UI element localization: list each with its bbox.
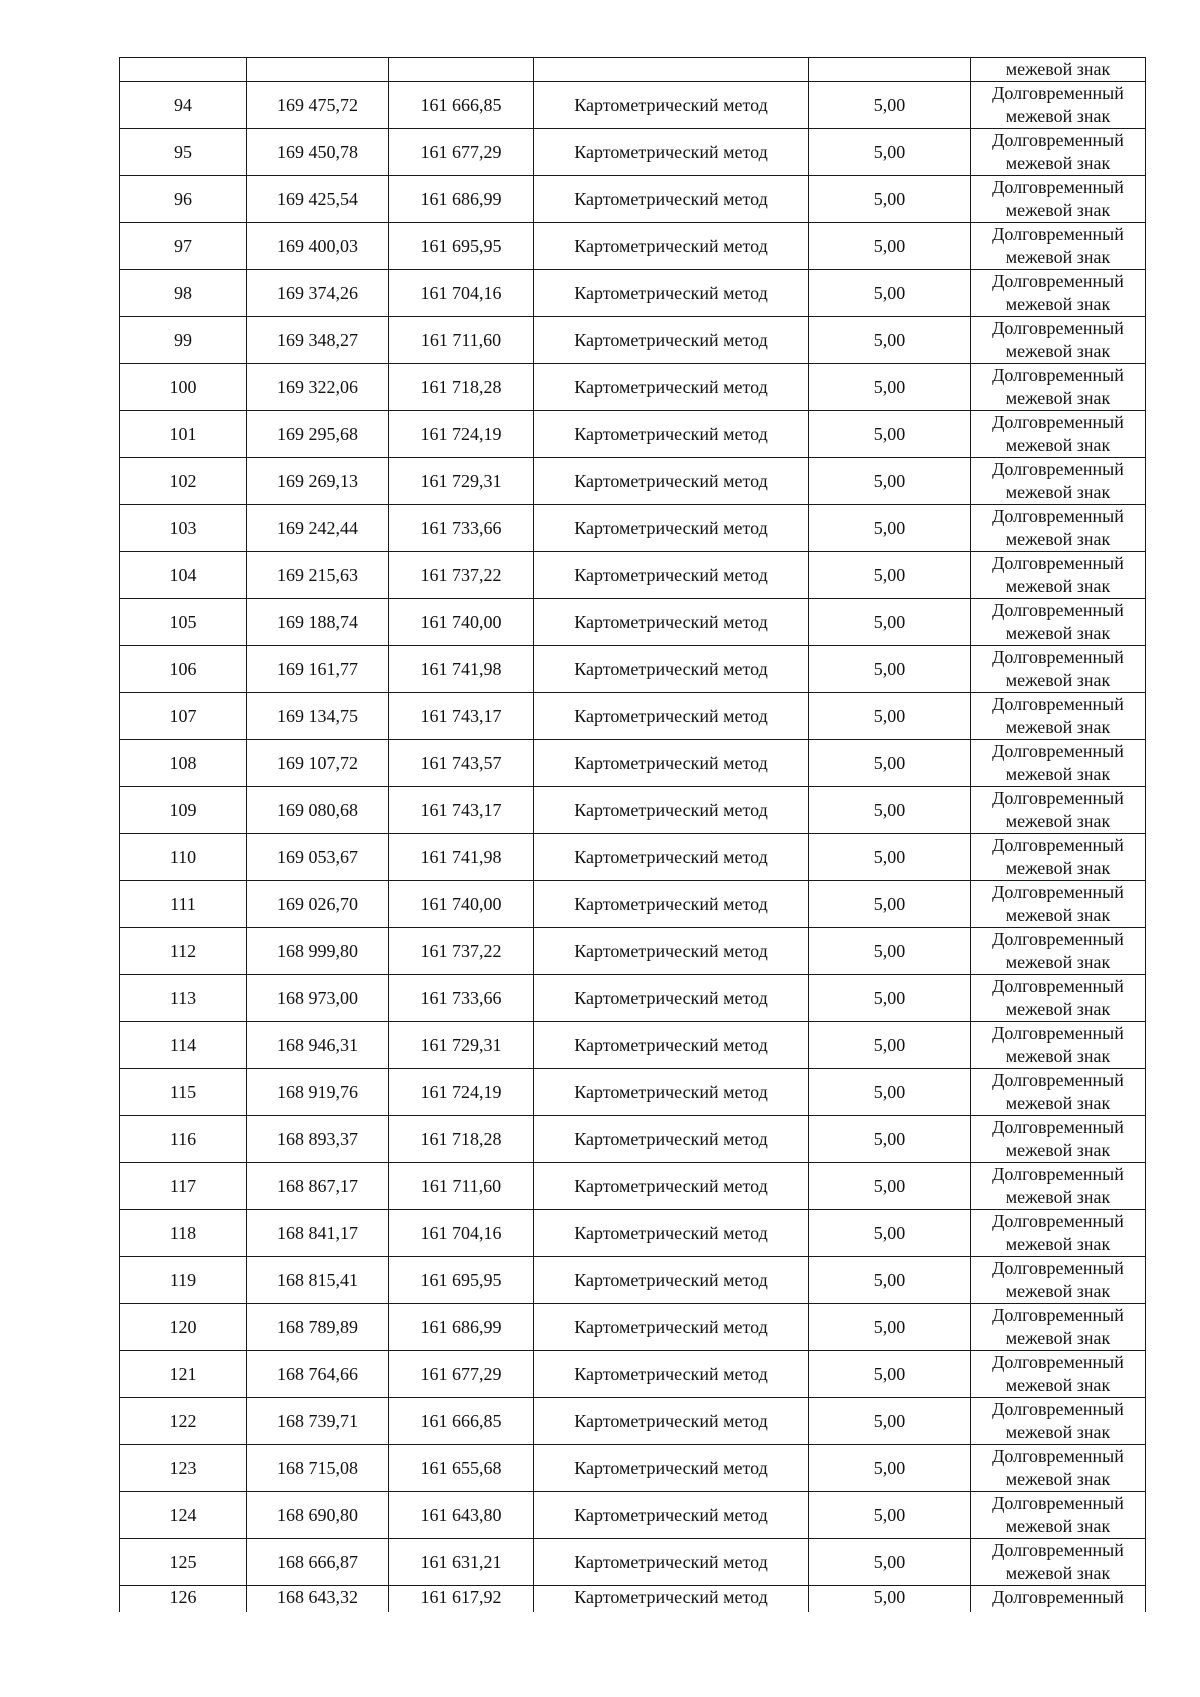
table-row	[120, 646, 1146, 693]
cell-x-coordinate: 169 134,75	[247, 693, 389, 740]
cell-x-coordinate: 168 893,37	[247, 1116, 389, 1163]
cell-point-number: 118	[120, 1210, 247, 1257]
cell-method: Картометрический метод	[534, 1210, 809, 1257]
table-row	[120, 1257, 1146, 1304]
boundary-points-table	[119, 57, 1146, 1612]
cell-point-number: 103	[120, 505, 247, 552]
cell-mark-description: Долговременный межевой знак	[971, 270, 1146, 317]
cell-accuracy: 5,00	[809, 1210, 971, 1257]
cell-method: Картометрический метод	[534, 129, 809, 176]
cell-x-coordinate: 168 739,71	[247, 1398, 389, 1445]
cell-y-coordinate: 161 666,85	[389, 1398, 534, 1445]
table-row	[120, 975, 1146, 1022]
cell-y-coordinate: 161 704,16	[389, 1210, 534, 1257]
cell-x-coordinate: 169 080,68	[247, 787, 389, 834]
cell-y-coordinate: 161 740,00	[389, 881, 534, 928]
table-row	[120, 364, 1146, 411]
cell-point-number: 113	[120, 975, 247, 1022]
cell-x-coordinate: 168 867,17	[247, 1163, 389, 1210]
table-row	[120, 1351, 1146, 1398]
cell-x-coordinate: 169 107,72	[247, 740, 389, 787]
cell-accuracy: 5,00	[809, 458, 971, 505]
cell-x-coordinate: 168 690,80	[247, 1492, 389, 1539]
cell-point-number: 95	[120, 129, 247, 176]
table-row	[120, 176, 1146, 223]
cell-method: Картометрический метод	[534, 693, 809, 740]
cell-method: Картометрический метод	[534, 317, 809, 364]
table-row	[120, 552, 1146, 599]
cell-method: Картометрический метод	[534, 881, 809, 928]
table-row	[120, 693, 1146, 740]
cell-method: Картометрический метод	[534, 1069, 809, 1116]
cell-method: Картометрический метод	[534, 82, 809, 129]
cell-x-coordinate: 168 946,31	[247, 1022, 389, 1069]
cell-mark-description: Долговременный межевой знак	[971, 1116, 1146, 1163]
cell-point-number: 119	[120, 1257, 247, 1304]
cell-accuracy: 5,00	[809, 1257, 971, 1304]
cell-accuracy	[809, 58, 971, 82]
cell-y-coordinate: 161 741,98	[389, 834, 534, 881]
cell-method: Картометрический метод	[534, 1351, 809, 1398]
cell-y-coordinate: 161 729,31	[389, 1022, 534, 1069]
cell-mark-description: Долговременный межевой знак	[971, 552, 1146, 599]
cell-method: Картометрический метод	[534, 411, 809, 458]
cell-accuracy: 5,00	[809, 505, 971, 552]
cell-accuracy: 5,00	[809, 1163, 971, 1210]
cell-accuracy: 5,00	[809, 1304, 971, 1351]
cell-mark-description: Долговременный межевой знак	[971, 129, 1146, 176]
cell-mark-description: Долговременный межевой знак	[971, 881, 1146, 928]
table-row	[120, 834, 1146, 881]
cell-x-coordinate: 169 475,72	[247, 82, 389, 129]
cell-x-coordinate: 169 026,70	[247, 881, 389, 928]
cell-method: Картометрический метод	[534, 740, 809, 787]
cell-accuracy: 5,00	[809, 787, 971, 834]
cell-x-coordinate: 169 215,63	[247, 552, 389, 599]
cell-point-number: 100	[120, 364, 247, 411]
cell-y-coordinate: 161 711,60	[389, 1163, 534, 1210]
table-row	[120, 1586, 1146, 1613]
cell-y-coordinate: 161 743,17	[389, 693, 534, 740]
cell-x-coordinate: 169 161,77	[247, 646, 389, 693]
cell-accuracy: 5,00	[809, 599, 971, 646]
cell-mark-description: Долговременный межевой знак	[971, 1210, 1146, 1257]
cell-x-coordinate: 169 348,27	[247, 317, 389, 364]
cell-mark-description: Долговременный межевой знак	[971, 975, 1146, 1022]
cell-accuracy: 5,00	[809, 881, 971, 928]
table-row	[120, 1069, 1146, 1116]
cell-accuracy: 5,00	[809, 1539, 971, 1586]
cell-y-coordinate: 161 695,95	[389, 223, 534, 270]
cell-point-number: 102	[120, 458, 247, 505]
cell-x-coordinate: 168 666,87	[247, 1539, 389, 1586]
cell-y-coordinate: 161 617,92	[389, 1586, 534, 1613]
cell-point-number: 105	[120, 599, 247, 646]
cell-mark-description: Долговременный межевой знак	[971, 1022, 1146, 1069]
cell-x-coordinate: 168 764,66	[247, 1351, 389, 1398]
cell-y-coordinate: 161 686,99	[389, 1304, 534, 1351]
cell-method: Картометрический метод	[534, 176, 809, 223]
cell-y-coordinate: 161 718,28	[389, 364, 534, 411]
table-row	[120, 599, 1146, 646]
cell-point-number: 108	[120, 740, 247, 787]
cell-y-coordinate: 161 677,29	[389, 129, 534, 176]
cell-method: Картометрический метод	[534, 975, 809, 1022]
cell-y-coordinate: 161 704,16	[389, 270, 534, 317]
cell-mark-description: Долговременный межевой знак	[971, 1351, 1146, 1398]
cell-accuracy: 5,00	[809, 223, 971, 270]
cell-mark-description: Долговременный межевой знак	[971, 1304, 1146, 1351]
cell-mark-description: Долговременный межевой знак	[971, 740, 1146, 787]
cell-x-coordinate: 168 715,08	[247, 1445, 389, 1492]
cell-point-number: 98	[120, 270, 247, 317]
table-row	[120, 1163, 1146, 1210]
cell-point-number: 117	[120, 1163, 247, 1210]
cell-method: Картометрический метод	[534, 552, 809, 599]
cell-x-coordinate: 169 450,78	[247, 129, 389, 176]
cell-method: Картометрический метод	[534, 1398, 809, 1445]
cell-method: Картометрический метод	[534, 787, 809, 834]
cell-y-coordinate: 161 729,31	[389, 458, 534, 505]
cell-point-number: 99	[120, 317, 247, 364]
cell-accuracy: 5,00	[809, 176, 971, 223]
cell-y-coordinate: 161 631,21	[389, 1539, 534, 1586]
cell-x-coordinate: 169 269,13	[247, 458, 389, 505]
table-row	[120, 1304, 1146, 1351]
cell-method: Картометрический метод	[534, 505, 809, 552]
cell-mark-description: Долговременный межевой знак	[971, 176, 1146, 223]
cell-method: Картометрический метод	[534, 1586, 809, 1613]
cell-point-number: 120	[120, 1304, 247, 1351]
cell-x-coordinate: 168 973,00	[247, 975, 389, 1022]
cell-x-coordinate: 169 425,54	[247, 176, 389, 223]
cell-y-coordinate: 161 686,99	[389, 176, 534, 223]
cell-point-number: 125	[120, 1539, 247, 1586]
cell-accuracy: 5,00	[809, 82, 971, 129]
cell-method: Картометрический метод	[534, 364, 809, 411]
cell-method: Картометрический метод	[534, 223, 809, 270]
cell-mark-description: Долговременный межевой знак	[971, 458, 1146, 505]
cell-accuracy: 5,00	[809, 270, 971, 317]
cell-mark-description: Долговременный межевой знак	[971, 1398, 1146, 1445]
cell-y-coordinate: 161 695,95	[389, 1257, 534, 1304]
cell-accuracy: 5,00	[809, 1492, 971, 1539]
cell-method: Картометрический метод	[534, 1116, 809, 1163]
cell-point-number: 114	[120, 1022, 247, 1069]
cell-method	[534, 58, 809, 82]
cell-accuracy: 5,00	[809, 1116, 971, 1163]
cell-accuracy: 5,00	[809, 1398, 971, 1445]
cell-method: Картометрический метод	[534, 270, 809, 317]
cell-accuracy: 5,00	[809, 1351, 971, 1398]
cell-point-number: 107	[120, 693, 247, 740]
cell-accuracy: 5,00	[809, 317, 971, 364]
cell-y-coordinate: 161 643,80	[389, 1492, 534, 1539]
table-row	[120, 1116, 1146, 1163]
cell-mark-description: Долговременный	[971, 1586, 1146, 1613]
cell-point-number: 101	[120, 411, 247, 458]
cell-point-number: 104	[120, 552, 247, 599]
cell-mark-description: Долговременный межевой знак	[971, 834, 1146, 881]
cell-method: Картометрический метод	[534, 1304, 809, 1351]
table-row	[120, 223, 1146, 270]
table-row	[120, 928, 1146, 975]
cell-accuracy: 5,00	[809, 740, 971, 787]
cell-point-number: 121	[120, 1351, 247, 1398]
cell-x-coordinate: 168 815,41	[247, 1257, 389, 1304]
cell-mark-description: Долговременный межевой знак	[971, 646, 1146, 693]
table-row-continued	[120, 58, 1146, 82]
cell-mark-description: Долговременный межевой знак	[971, 787, 1146, 834]
cell-method: Картометрический метод	[534, 646, 809, 693]
cell-point-number: 94	[120, 82, 247, 129]
table-row	[120, 82, 1146, 129]
cell-y-coordinate: 161 733,66	[389, 505, 534, 552]
cell-accuracy: 5,00	[809, 1445, 971, 1492]
cell-mark-description: Долговременный межевой знак	[971, 1257, 1146, 1304]
cell-x-coordinate: 169 374,26	[247, 270, 389, 317]
cell-point-number: 122	[120, 1398, 247, 1445]
cell-y-coordinate: 161 743,17	[389, 787, 534, 834]
table-body	[120, 58, 1146, 1613]
cell-y-coordinate: 161 740,00	[389, 599, 534, 646]
cell-x-coordinate: 169 053,67	[247, 834, 389, 881]
table-row	[120, 1539, 1146, 1586]
cell-mark-description: Долговременный межевой знак	[971, 1163, 1146, 1210]
cell-y-coordinate: 161 733,66	[389, 975, 534, 1022]
table-row	[120, 270, 1146, 317]
cell-mark-description: Долговременный межевой знак	[971, 599, 1146, 646]
cell-method: Картометрический метод	[534, 1492, 809, 1539]
cell-accuracy: 5,00	[809, 552, 971, 599]
cell-x-coordinate	[247, 58, 389, 82]
cell-y-coordinate: 161 741,98	[389, 646, 534, 693]
cell-x-coordinate: 169 322,06	[247, 364, 389, 411]
cell-mark-description: Долговременный межевой знак	[971, 1539, 1146, 1586]
cell-point-number: 126	[120, 1586, 247, 1613]
cell-y-coordinate: 161 711,60	[389, 317, 534, 364]
cell-accuracy: 5,00	[809, 411, 971, 458]
table-row	[120, 1398, 1146, 1445]
cell-point-number	[120, 58, 247, 82]
table-row	[120, 411, 1146, 458]
cell-y-coordinate: 161 724,19	[389, 411, 534, 458]
cell-accuracy: 5,00	[809, 646, 971, 693]
cell-y-coordinate: 161 737,22	[389, 928, 534, 975]
cell-point-number: 109	[120, 787, 247, 834]
cell-mark-description: Долговременный межевой знак	[971, 1069, 1146, 1116]
cell-accuracy: 5,00	[809, 693, 971, 740]
cell-point-number: 96	[120, 176, 247, 223]
cell-accuracy: 5,00	[809, 129, 971, 176]
cell-point-number: 115	[120, 1069, 247, 1116]
table-row	[120, 1492, 1146, 1539]
cell-y-coordinate: 161 718,28	[389, 1116, 534, 1163]
cell-method: Картометрический метод	[534, 834, 809, 881]
cell-method: Картометрический метод	[534, 1022, 809, 1069]
cell-mark-description: Долговременный межевой знак	[971, 223, 1146, 270]
cell-point-number: 112	[120, 928, 247, 975]
table-row	[120, 1445, 1146, 1492]
cell-point-number: 123	[120, 1445, 247, 1492]
cell-y-coordinate: 161 655,68	[389, 1445, 534, 1492]
cell-accuracy: 5,00	[809, 834, 971, 881]
cell-method: Картометрический метод	[534, 928, 809, 975]
table-row	[120, 1210, 1146, 1257]
cell-mark-description: Долговременный межевой знак	[971, 505, 1146, 552]
cell-accuracy: 5,00	[809, 364, 971, 411]
cell-point-number: 116	[120, 1116, 247, 1163]
cell-y-coordinate: 161 677,29	[389, 1351, 534, 1398]
cell-method: Картометрический метод	[534, 599, 809, 646]
cell-x-coordinate: 168 999,80	[247, 928, 389, 975]
cell-mark-description: Долговременный межевой знак	[971, 1492, 1146, 1539]
cell-accuracy: 5,00	[809, 928, 971, 975]
cell-accuracy: 5,00	[809, 975, 971, 1022]
cell-point-number: 110	[120, 834, 247, 881]
cell-y-coordinate: 161 737,22	[389, 552, 534, 599]
table-row	[120, 881, 1146, 928]
cell-mark-description: Долговременный межевой знак	[971, 928, 1146, 975]
cell-point-number: 124	[120, 1492, 247, 1539]
cell-mark-description: межевой знак	[971, 58, 1146, 82]
cell-method: Картометрический метод	[534, 1445, 809, 1492]
cell-x-coordinate: 168 789,89	[247, 1304, 389, 1351]
cell-point-number: 111	[120, 881, 247, 928]
cell-point-number: 97	[120, 223, 247, 270]
cell-method: Картометрический метод	[534, 458, 809, 505]
cell-y-coordinate: 161 724,19	[389, 1069, 534, 1116]
table-row	[120, 129, 1146, 176]
table-row	[120, 458, 1146, 505]
cell-y-coordinate	[389, 58, 534, 82]
cell-mark-description: Долговременный межевой знак	[971, 317, 1146, 364]
cell-point-number: 106	[120, 646, 247, 693]
table-row	[120, 1022, 1146, 1069]
cell-accuracy: 5,00	[809, 1022, 971, 1069]
cell-x-coordinate: 169 400,03	[247, 223, 389, 270]
cell-x-coordinate: 168 919,76	[247, 1069, 389, 1116]
cell-mark-description: Долговременный межевой знак	[971, 82, 1146, 129]
cell-method: Картометрический метод	[534, 1163, 809, 1210]
cell-mark-description: Долговременный межевой знак	[971, 364, 1146, 411]
cell-x-coordinate: 168 643,32	[247, 1586, 389, 1613]
cell-mark-description: Долговременный межевой знак	[971, 693, 1146, 740]
table-row	[120, 317, 1146, 364]
cell-accuracy: 5,00	[809, 1069, 971, 1116]
cell-method: Картометрический метод	[534, 1257, 809, 1304]
table-row	[120, 505, 1146, 552]
cell-mark-description: Долговременный межевой знак	[971, 1445, 1146, 1492]
cell-x-coordinate: 169 242,44	[247, 505, 389, 552]
cell-accuracy: 5,00	[809, 1586, 971, 1613]
cell-y-coordinate: 161 743,57	[389, 740, 534, 787]
cell-x-coordinate: 168 841,17	[247, 1210, 389, 1257]
cell-method: Картометрический метод	[534, 1539, 809, 1586]
table-row	[120, 787, 1146, 834]
cell-x-coordinate: 169 188,74	[247, 599, 389, 646]
table-row	[120, 740, 1146, 787]
cell-x-coordinate: 169 295,68	[247, 411, 389, 458]
cell-mark-description: Долговременный межевой знак	[971, 411, 1146, 458]
cell-y-coordinate: 161 666,85	[389, 82, 534, 129]
